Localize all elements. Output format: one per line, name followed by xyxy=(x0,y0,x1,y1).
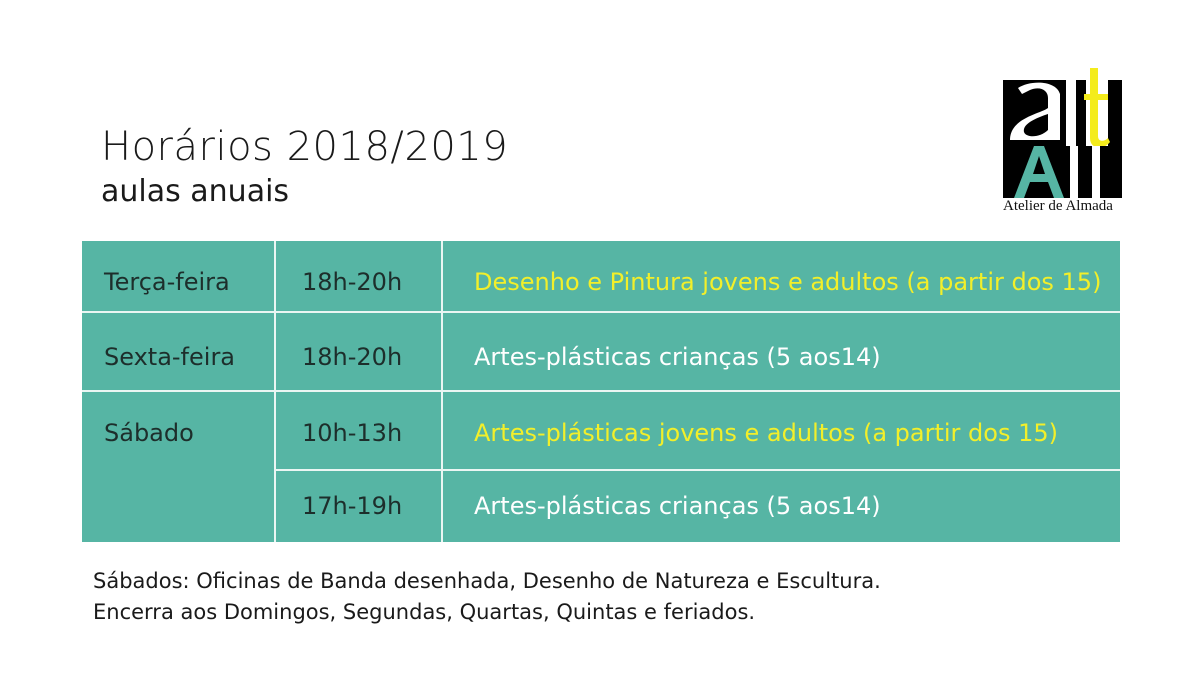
time-cell: 17h-19h xyxy=(302,492,403,520)
activity-cell: Artes-plásticas crianças (5 aos14) xyxy=(474,343,881,371)
row-divider xyxy=(274,469,1120,471)
day-cell: Terça-feira xyxy=(104,268,230,296)
row-divider xyxy=(82,311,1120,313)
time-cell: 18h-20h xyxy=(302,343,403,371)
row-divider xyxy=(82,390,1120,392)
note-line: Encerra aos Domingos, Segundas, Quartas, Quintas e feriados. xyxy=(93,600,756,624)
time-cell: 18h-20h xyxy=(302,268,403,296)
activity-cell: Artes-plásticas crianças (5 aos14) xyxy=(474,492,881,520)
atelier-de-almada-logo xyxy=(1000,68,1124,216)
activity-cell: Artes-plásticas jovens e adultos (a partir dos 15) xyxy=(474,419,1058,447)
day-cell: Sexta-feira xyxy=(104,343,236,371)
note-line: Sábados: Oficinas de Banda desenhada, Desenho de Natureza e Escultura. xyxy=(93,569,881,593)
page-subtitle: aulas anuais xyxy=(101,174,290,209)
notes xyxy=(93,566,881,628)
logo-caption: Atelier de Almada xyxy=(1003,198,1113,214)
time-cell: 10h-13h xyxy=(302,419,403,447)
day-cell: Sábado xyxy=(104,419,194,447)
activity-cell: Desenho e Pintura jovens e adultos (a partir dos 15) xyxy=(474,268,1102,296)
schedule-table xyxy=(82,241,1120,542)
page-title: Horários 2018/2019 xyxy=(101,124,509,170)
